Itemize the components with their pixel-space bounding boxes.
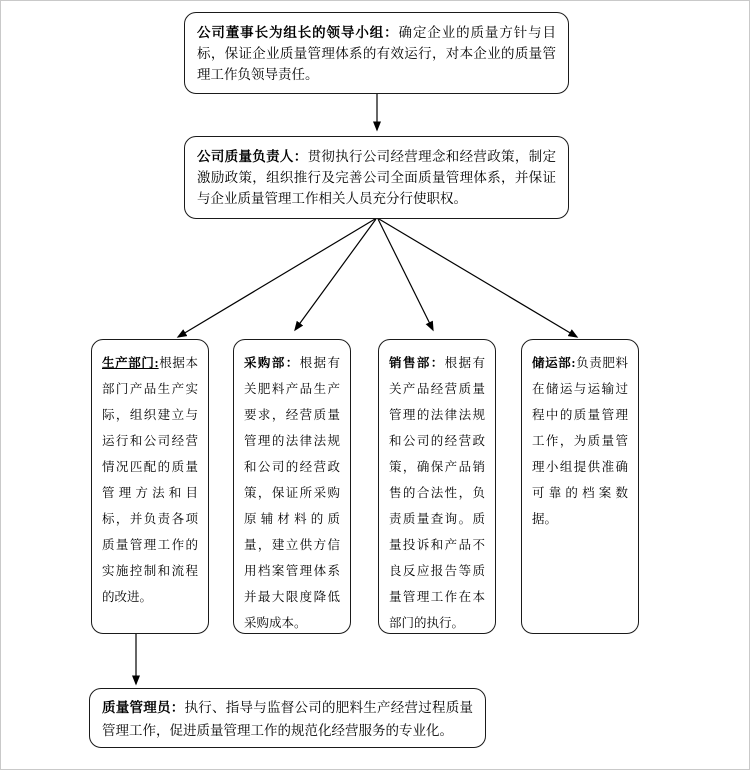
node-production-dept — [91, 339, 209, 634]
node-title: 质量管理员： — [102, 700, 185, 715]
node-title: 生产部门: — [102, 356, 159, 370]
node-title: 储运部: — [532, 356, 576, 370]
node-sales-dept — [378, 339, 496, 634]
node-title: 公司质量负责人： — [197, 149, 308, 164]
node-body: 根据本部门产品生产实际，组织建立与运行和公司经营情况匹配的质量管理方法和目标，并负责各项质量管理工作的实施控制和流程的改进。 — [102, 356, 198, 604]
node-body: 根据有关产品经营质量管理的法律法规和公司的经营政策，确保产品销售的合法性，负责质量查询。质量投诉和产品不良反应报告等质量管理工作在本部门的执行。 — [389, 356, 485, 630]
node-body: 根据有关肥料产品生产要求，经营质量管理的法律法规和公司的经营政策，保证所采购原辅材料的质量，建立供方信用档案管理体系并最大限度降低采购成本。 — [244, 356, 340, 630]
node-storage-dept — [521, 339, 639, 634]
node-purchasing-dept — [233, 339, 351, 634]
node-quality-officer — [89, 688, 486, 748]
node-title: 采购部： — [244, 356, 300, 370]
node-quality-director — [184, 136, 569, 219]
node-body: 负责肥料在储运与运输过程中的质量管理工作，为质量管理小组提供准确可靠的档案数据。 — [532, 356, 628, 526]
node-leadership-group — [184, 12, 569, 94]
arrow-director-to-production — [178, 219, 375, 337]
arrow-director-to-purchasing — [295, 219, 376, 330]
node-title: 销售部： — [389, 356, 445, 370]
arrow-director-to-sales — [378, 219, 433, 330]
arrow-director-to-storage — [379, 219, 577, 337]
node-body: 贯彻执行公司经营理念和经营政策，制定激励政策，组织推行及完善公司全面质量管理体系，并保证与企业质量管理工作相关人员充分行使职权。 — [197, 149, 557, 206]
node-body: 确定企业的质量方针与目标，保证企业质量管理体系的有效运行，对本企业的质量管理工作负领导责任。 — [197, 25, 557, 82]
node-body: 执行、指导与监督公司的肥料生产经营过程质量管理工作，促进质量管理工作的规范化经营服务的专业化。 — [102, 700, 473, 738]
node-title: 公司董事长为组长的领导小组： — [197, 25, 399, 40]
